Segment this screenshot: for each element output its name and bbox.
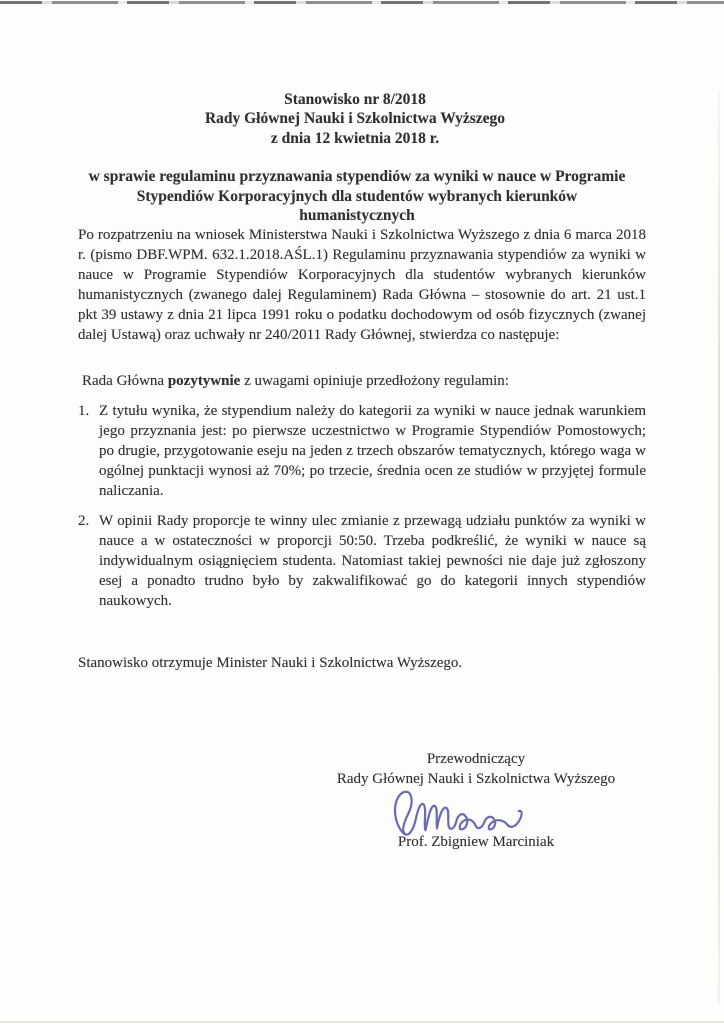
subject-line: w sprawie regulaminu przyznawania stypendiów za wyniki w nauce w Programie Stypendiów Korporacyjnych dla studentów wybranych kierunków humanistycznych — [88, 168, 626, 225]
signatory-role: Przewodniczący — [426, 751, 526, 767]
list-item-1-number: 1. — [78, 403, 90, 419]
scan-edge-right — [718, 92, 720, 1004]
list-item-2 — [78, 512, 646, 612]
list-item-1 — [78, 402, 646, 502]
document-title — [0, 90, 710, 148]
title-issuing-body: Rady Głównej Nauki i Szkolnictwa Wyższego — [204, 110, 506, 128]
handwritten-signature-icon — [389, 787, 535, 837]
opinion-emphasis: pozytywnie — [167, 373, 241, 389]
list-item-2-text: W opinii Rady proporcje te winny ulec zmianie z przewagą udziału punktów za wyniki w nauce a w ostateczności w proporcji 50:50. Trzeba podkreślić, że wyniki w nauce są indywidualnym osiągnięciem studenta. Natomiast takiej pewności nie daje już zgłoszony esej a ponadto trudno było by zakwalifikować go do kategorii innych stypendiów naukowych. — [99, 513, 646, 609]
scan-edge-bottom — [0, 1021, 724, 1023]
signatory-name: Prof. Zbigniew Marciniak — [397, 834, 555, 850]
opinion-prefix: Rada Główna — [82, 373, 168, 389]
list-item-2-number: 2. — [78, 513, 90, 529]
intro-paragraph: Po rozpatrzeniu na wniosek Ministerstwa Nauki i Szkolnictwa Wyższego z dnia 6 marca 2018 r. (pismo DBF.WPM. 632.1.2018.AŚL.1) Regulaminu przyznawania stypendiów za wyniki w nauce w Programie Stypendiów Korporacyjnych dla studentów wybranych kierunków humanistycznych (zwanego dalej Regulaminem) Rada Główna – stosownie do art. 21 ust.1 pkt 39 ustawy z dnia 21 lipca 1991 roku o podatku dochodowym od osób fizycznych (zwanej dalej Ustawą) oraz uchwały nr 240/2011 Rady Głównej, stwierdza co następuje: — [78, 227, 646, 343]
scan-edge-top — [0, 1, 724, 4]
list-item-1-text: Z tytułu wynika, że stypendium należy do kategorii za wyniki w nauce jednak warunkiem jego przyznania jest: po pierwsze uczestnictwo w Programie Stypendiów Pomostowych; po drugie, przygotowanie eseju na jeden z trzech obszarów tematycznych, którego waga w ogólnej punktacji wynosi aż 70%; po trzecie, średnia ocen ze studiów w przyjętej formule naliczania. — [99, 403, 646, 499]
title-date: z dnia 12 kwietnia 2018 r. — [270, 129, 440, 147]
title-resolution-number: Stanowisko nr 8/2018 — [284, 91, 426, 108]
signatory-organization: Rady Głównej Nauki i Szkolnictwa Wyższego — [336, 771, 616, 787]
opinion-suffix: z uwagami opiniuje przedłożony regulamin: — [240, 373, 509, 389]
signature-block — [310, 749, 642, 852]
distribution-line: Stanowisko otrzymuje Minister Nauki i Szkolnictwa Wyższego. — [78, 655, 463, 671]
opinion-line — [82, 372, 646, 392]
